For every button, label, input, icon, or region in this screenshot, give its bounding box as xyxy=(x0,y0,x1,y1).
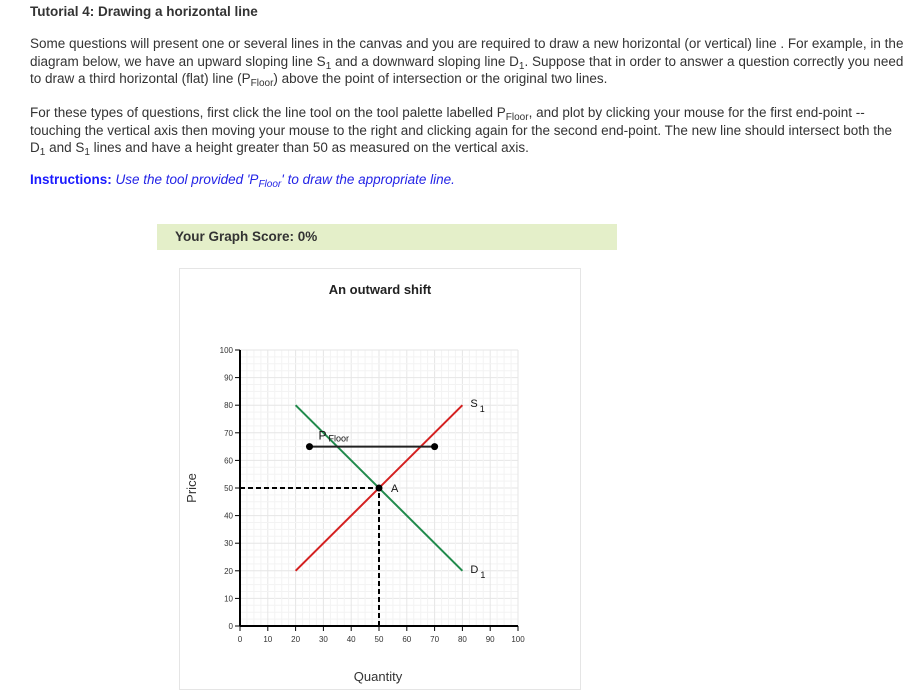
y-tick-label: 10 xyxy=(224,594,233,604)
graph-score: Your Graph Score: 0% xyxy=(157,224,617,250)
instructions-text: Use the tool provided '$P_{Floor}$' to draw the appropriate line. xyxy=(111,172,455,190)
instructions xyxy=(30,172,455,190)
x-tick-label: 70 xyxy=(430,635,440,644)
chart-title: An outward shift xyxy=(328,282,432,297)
y-tick-label: 30 xyxy=(224,539,233,549)
text-segment: 1 xyxy=(325,60,332,72)
chart-svg[interactable] xyxy=(180,269,580,689)
y-tick-label: 70 xyxy=(224,428,233,438)
y-tick-label: 100 xyxy=(219,346,233,355)
x-tick-label: 30 xyxy=(318,635,328,644)
y-tick-label: 40 xyxy=(224,511,233,521)
x-tick-label: 50 xyxy=(374,635,384,644)
steps-paragraph xyxy=(30,104,905,157)
endpoint-handle[interactable] xyxy=(306,443,313,450)
x-tick-label: 100 xyxy=(511,635,525,644)
graph-canvas[interactable] xyxy=(179,268,581,690)
y-tick-label: 60 xyxy=(224,456,233,466)
text-segment: lines and have a height greater than 50 as measured on the vertical axis. xyxy=(89,140,529,155)
text-segment: 1 xyxy=(84,147,90,158)
text-segment: ) above the point of intersection or the original two lines. xyxy=(273,71,608,86)
text-segment: 1 xyxy=(518,60,525,72)
y-axis-label: Price xyxy=(184,473,199,503)
text-segment: and S xyxy=(45,140,85,155)
page-title: Tutorial 4: Drawing a horizontal line xyxy=(30,4,258,19)
text-segment: Floor xyxy=(505,112,529,123)
x-tick-label: 0 xyxy=(237,635,243,644)
y-tick-label: 20 xyxy=(224,566,233,576)
intro-paragraph xyxy=(30,35,905,88)
text-segment: and a downward sloping line D xyxy=(331,53,519,69)
x-tick-label: 90 xyxy=(485,635,495,644)
y-tick-label: 50 xyxy=(224,484,233,493)
line-label-d1: D $_1$ xyxy=(470,563,486,580)
point-label: A xyxy=(391,483,399,495)
x-tick-label: 40 xyxy=(346,635,356,644)
text-segment: Some questions will present one or several lines in the canvas and you are required to draw a new horizontal (or vertical) line . For example, in the diagram below, we have an upward sloping line S xyxy=(30,36,904,69)
x-tick-label: 60 xyxy=(402,635,412,644)
x-axis-label: Quantity xyxy=(353,669,403,684)
instructions-label: Instructions: xyxy=(30,172,112,187)
x-tick-label: 80 xyxy=(457,635,467,644)
y-tick-label: 80 xyxy=(224,401,233,411)
text-segment: Floor xyxy=(250,78,274,89)
text-segment: , and plot by clicking your mouse for the first end-point -- touching the vertical axis then moving your mouse to the right and clicking again for the second end-point. The new line should intersect both the D xyxy=(30,105,893,155)
line-label-pfloor: P Floor xyxy=(318,428,350,444)
y-tick-label: 90 xyxy=(224,373,233,383)
y-tick-label: 0 xyxy=(228,622,233,631)
text-segment: . Suppose that in order to answer a question correctly you need to draw a third horizontal (flat) line (P xyxy=(30,53,904,86)
text-segment: 1 xyxy=(39,147,46,158)
intersection-point xyxy=(376,485,383,492)
endpoint-handle[interactable] xyxy=(431,443,438,450)
x-tick-label: 20 xyxy=(291,635,301,644)
x-tick-label: 10 xyxy=(263,635,273,644)
line-label-s1: S $_1$ xyxy=(470,398,485,415)
text-segment: For these types of questions, first click the line tool on the tool palette labelled P xyxy=(30,105,506,120)
